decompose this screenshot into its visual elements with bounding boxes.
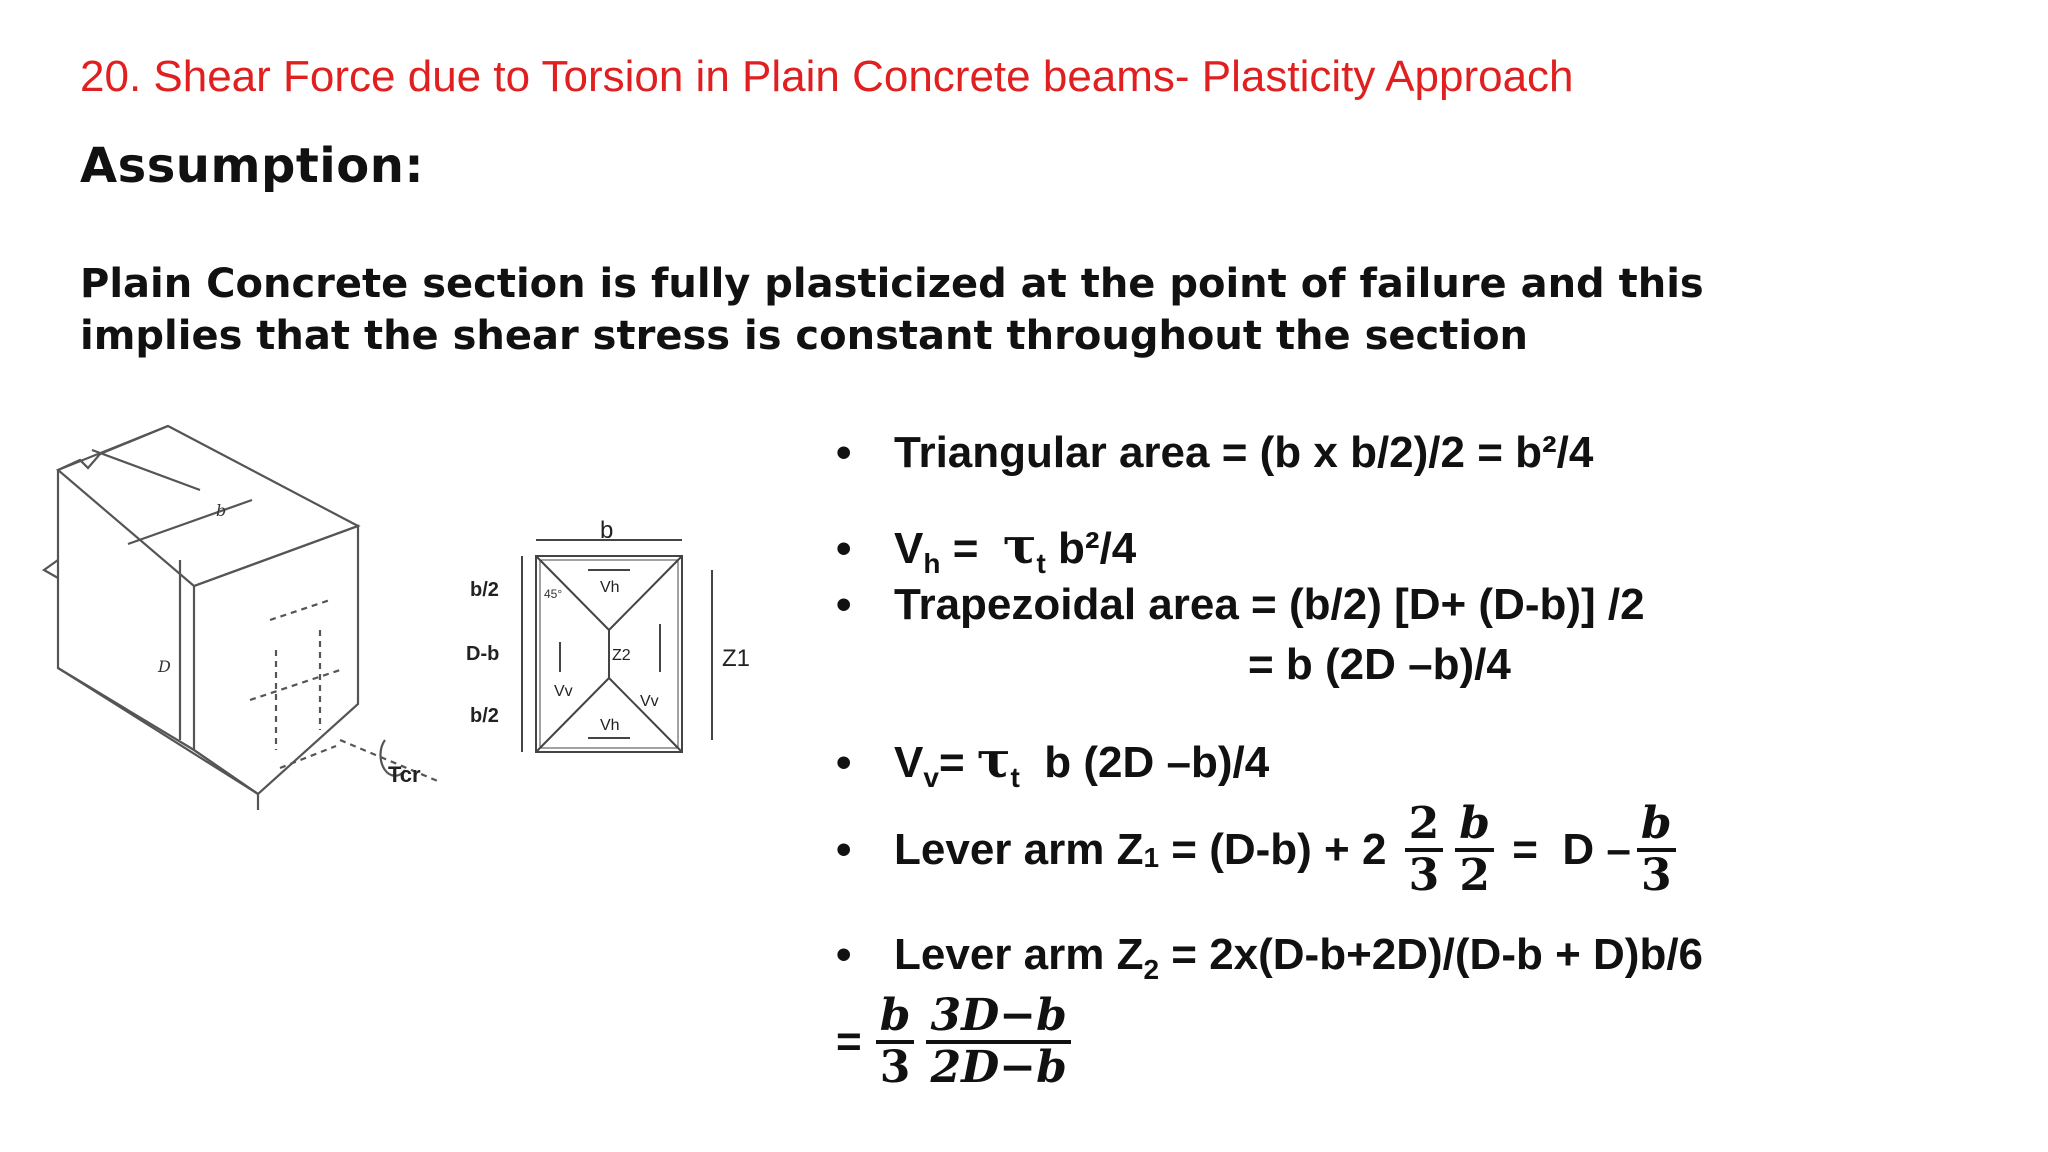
section-vh-top-label: Vh: [600, 579, 620, 596]
bullet-vh: • $V_h = \tau_t$ b²/4: [836, 516, 1137, 579]
slide-title: 20. Shear Force due to Torsion in Plain Concrete beams- Plasticity Approach: [80, 52, 1574, 101]
z2-result: [836, 992, 1077, 1092]
z2-subscript: 2: [1143, 953, 1160, 985]
vv-symbol: V: [894, 738, 924, 787]
z1-equals: = D –: [1500, 825, 1631, 874]
bullet-vv: • $V_v= \tau_t$ b (2D –b)/4: [836, 730, 1270, 793]
assumption-paragraph: Plain Concrete section is fully plasticized at the point of failure and this implies that the shear stress is constant throughout the section: [80, 261, 1704, 359]
vh-equals: =: [940, 524, 1003, 573]
tau-symbol: τ: [1002, 516, 1037, 575]
z1-prefix: Lever arm Z: [894, 825, 1144, 874]
bullet-triangular-area: • Triangular area = (b x b/2)/2 = b²/4: [836, 428, 1594, 477]
triangular-area-text: Triangular area = (b x b/2)/2 = b²/4: [894, 428, 1594, 477]
z2-prefix: Lever arm Z: [894, 930, 1144, 979]
z1-subscript: 1: [1143, 842, 1160, 873]
fraction-two-thirds: $\frac{2}{3}$: [1405, 800, 1444, 900]
vv-subscript: v: [923, 761, 939, 793]
section-z1-label: Z1: [722, 645, 751, 672]
trapezoidal-area-continuation: = b (2D –b)/4: [1248, 640, 1511, 689]
fraction-3d-minus-b: $\frac{3D-b}{2D-b}$: [926, 992, 1070, 1092]
z1-middle: = (D-b) + 2: [1159, 825, 1399, 874]
assumption-heading: Assumption:: [80, 138, 425, 194]
vh-symbol: V: [894, 524, 924, 573]
section-vv-left-label: Vv: [554, 683, 573, 700]
section-b2-top-label: b/2: [470, 579, 499, 601]
vv-rhs: b (2D –b)/4: [1019, 738, 1270, 787]
bullet-lever-arm-z1: • Lever arm Z 1 = (D-b) + 2 $\frac{2}{3}$ $\frac{b}{2}$ = D – $\frac{b}{3}$: [836, 800, 1682, 900]
beam-b-label: b: [216, 501, 227, 520]
vv-equals: =: [938, 738, 977, 787]
tau-subscript: t: [1010, 761, 1020, 793]
section-b-label: b: [600, 517, 614, 544]
bullet-lever-arm-z2: • Lever arm $Z_2 = 2x(D-b+2D)/(D-b + D)b/6$: [836, 930, 1704, 985]
fraction-b-over-3: $\frac{b}{3}$: [876, 992, 915, 1092]
z2-result-equals: =: [836, 1017, 862, 1066]
tau-subscript: t: [1036, 547, 1046, 579]
vh-rhs: b²/4: [1045, 524, 1137, 573]
fraction-b-half: $\frac{b}{2}$: [1455, 800, 1494, 900]
fraction-b-third: $\frac{b}{3}$: [1637, 800, 1676, 900]
beam-diagram: [40, 410, 751, 830]
section-z2-label: Z2: [612, 647, 631, 664]
section-vh-bot-label: Vh: [600, 717, 620, 734]
beam-d-label: D: [158, 657, 171, 676]
section-b2-bot-label: b/2: [470, 705, 499, 727]
z2-rhs: = 2x(D-b+2D)/(D-b + D)b/6: [1159, 930, 1704, 979]
trapezoidal-area-text: Trapezoidal area = (b/2) [D+ (D-b)] /2: [894, 580, 1645, 629]
section-angle-label: 45°: [544, 587, 563, 601]
beam-tcr-label: Tcr: [388, 762, 421, 787]
section-vv-right-label: Vv: [640, 693, 659, 710]
tau-symbol: τ: [976, 730, 1011, 789]
section-db-label: D-b: [466, 643, 500, 665]
bullet-trapezoidal-area: • Trapezoidal area = (b/2) [D+ (D-b)] /2: [836, 580, 1645, 629]
vh-subscript: h: [923, 547, 941, 579]
